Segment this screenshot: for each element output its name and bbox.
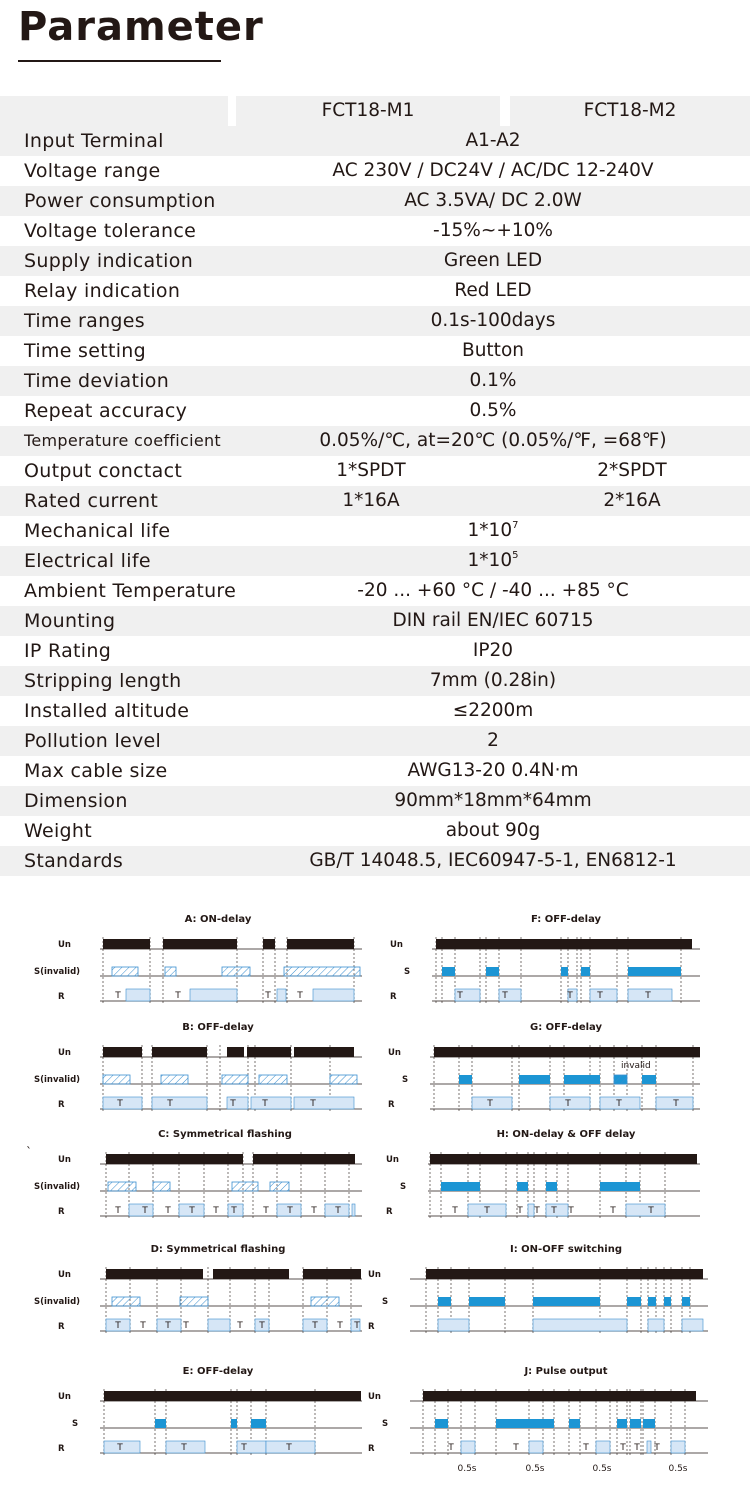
param-value-m1: 1*16A (342, 490, 400, 511)
table-row (0, 126, 750, 156)
page-title: Parameter (18, 4, 264, 50)
period-label: T (448, 1443, 454, 1453)
period-label: T (287, 1206, 293, 1216)
signal-s-pulse (270, 1182, 289, 1191)
signal-s-pulse (546, 1182, 557, 1191)
table-row (0, 756, 750, 786)
period-label: T (616, 1099, 622, 1109)
signal-s-pulse (496, 1419, 554, 1428)
param-label: Standards (24, 850, 124, 872)
signal-un-pulse (213, 1269, 289, 1279)
signal-s-pulse (165, 967, 176, 976)
signal-r-pulse (438, 1319, 469, 1331)
table-row (0, 546, 750, 576)
table-row (0, 516, 750, 546)
signal-un-pulse (103, 939, 150, 949)
period-label: T (567, 991, 573, 1001)
table-row (0, 186, 750, 216)
pulse-label: 0.5s (668, 1464, 688, 1474)
timing-diagrams (0, 905, 750, 1495)
table-row (0, 366, 750, 396)
signal-s-pulse (259, 1075, 287, 1084)
table-row (0, 246, 750, 276)
period-label: T (181, 1443, 187, 1453)
model-m1: FCT18-M1 (321, 100, 415, 121)
signal-s-pulse (155, 1419, 166, 1428)
param-label: Ambient Temperature (24, 580, 237, 602)
signal-r-pulse (533, 1319, 627, 1331)
param-value: ≤2200m (452, 700, 534, 721)
signal-s-pulse (284, 967, 360, 976)
period-label: T (648, 1206, 654, 1216)
signal-un-pulse (423, 1391, 696, 1401)
period-label: T (311, 1206, 317, 1216)
period-label: T (673, 1099, 679, 1109)
signal-r-label: R (58, 992, 65, 1002)
signal-r-label: R (58, 1322, 65, 1332)
signal-s-label: S (382, 1419, 389, 1429)
param-value-m2: 2*SPDT (597, 460, 667, 481)
param-value-m2: 2*16A (603, 490, 661, 511)
signal-r-pulse (352, 1204, 355, 1216)
param-value: IP20 (472, 640, 514, 661)
param-label: Time deviation (24, 370, 170, 392)
signal-r-pulse (590, 989, 617, 1001)
period-label: T (583, 1443, 589, 1453)
signal-un-pulse (303, 1269, 361, 1279)
signal-s-pulse (486, 967, 499, 976)
table-row (0, 396, 750, 426)
signal-un-pulse (227, 1047, 244, 1057)
diagram-title: J: Pulse output (524, 1366, 608, 1377)
signal-un-label: Un (58, 1155, 71, 1165)
table-row (0, 696, 750, 726)
signal-r-pulse (529, 1441, 543, 1453)
pulse-label: 0.5s (525, 1464, 545, 1474)
param-value: AC 3.5VA/ DC 2.0W (404, 190, 582, 211)
signal-s-pulse (519, 1075, 550, 1084)
period-label: T (502, 991, 508, 1001)
param-label: Mounting (24, 610, 116, 632)
signal-s-pulse (251, 1419, 266, 1428)
signal-s-label: S (72, 1419, 79, 1429)
period-label: T (183, 1321, 189, 1331)
signal-s-pulse (561, 967, 568, 976)
period-label: T (262, 1099, 268, 1109)
period-label: T (565, 1099, 571, 1109)
diagram-title: F: OFF-delay (530, 914, 602, 925)
param-value: DIN rail EN/IEC 60715 (392, 610, 594, 631)
signal-s-pulse (435, 1419, 448, 1428)
signal-s-pulse (232, 1182, 258, 1191)
signal-un-pulse (103, 1047, 142, 1057)
signal-s-pulse (459, 1075, 472, 1084)
signal-r-label: R (386, 1207, 393, 1217)
signal-un-pulse (436, 939, 692, 949)
diagram-title: B: OFF-delay (182, 1022, 254, 1033)
signal-s-pulse (103, 1075, 130, 1084)
period-label: T (142, 1206, 148, 1216)
period-label: T (487, 1099, 493, 1109)
signal-r-label: R (368, 1444, 375, 1454)
period-label: T (513, 1443, 519, 1453)
signal-r-label: R (390, 992, 397, 1002)
signal-un-label: Un (58, 1048, 71, 1058)
signal-s-pulse (112, 967, 138, 976)
param-value: -15%~+10% (433, 220, 553, 241)
signal-s-pulse (642, 1075, 656, 1084)
header-label-bg (0, 96, 228, 126)
table-row (0, 306, 750, 336)
signal-r-pulse (546, 1204, 568, 1216)
signal-s-pulse (581, 967, 590, 976)
period-label: T (335, 1206, 341, 1216)
param-value: 0.1% (469, 370, 517, 391)
param-label: Relay indication (24, 280, 181, 302)
signal-s-pulse (617, 1419, 627, 1428)
table-row (0, 606, 750, 636)
signal-s-pulse (438, 1297, 451, 1306)
signal-un-label: Un (388, 1048, 401, 1058)
period-label: T (213, 1206, 219, 1216)
param-label: IP Rating (24, 640, 112, 662)
signal-r-pulse (313, 989, 354, 1001)
table-row (0, 336, 750, 366)
signal-s-pulse (222, 1075, 248, 1084)
period-label: T (517, 1206, 523, 1216)
table-row (0, 276, 750, 306)
signal-r-label: R (58, 1100, 65, 1110)
signal-r-pulse (152, 1097, 207, 1109)
table-row (0, 666, 750, 696)
period-label: T (265, 991, 271, 1001)
param-value: A1-A2 (465, 130, 521, 151)
signal-un-pulse (247, 1047, 291, 1057)
period-label: T (457, 991, 463, 1001)
param-label: Pollution level (24, 730, 162, 752)
signal-s-pulse (533, 1297, 600, 1306)
signal-un-label: Un (368, 1392, 381, 1402)
signal-un-pulse (426, 1269, 703, 1279)
signal-s-label: S(invalid) (34, 1182, 81, 1192)
parameter-table (0, 96, 750, 876)
signal-s-pulse (682, 1297, 690, 1306)
param-label: Installed altitude (24, 700, 190, 722)
param-label: Stripping length (24, 670, 182, 692)
table-row (0, 726, 750, 756)
param-value: 90mm*18mm*64mm (394, 790, 592, 811)
invalid-note: invalid (621, 1061, 651, 1071)
param-label: Weight (24, 820, 92, 842)
param-label: Temperature coefficient (24, 431, 221, 450)
signal-s-pulse (628, 967, 681, 976)
signal-s-pulse (664, 1297, 671, 1306)
period-label: T (165, 1321, 171, 1331)
period-label: T (117, 1443, 123, 1453)
signal-r-pulse (682, 1319, 703, 1331)
diagram-title: C: Symmetrical flashing (158, 1129, 292, 1140)
pulse-label: 0.5s (592, 1464, 612, 1474)
period-label: T (230, 1099, 236, 1109)
param-label: Supply indication (24, 250, 194, 272)
period-label: T (534, 1206, 540, 1216)
period-label: T (645, 991, 651, 1001)
signal-s-pulse (112, 1297, 140, 1306)
diagram-title: I: ON-OFF switching (509, 1244, 623, 1255)
param-label: Time ranges (24, 310, 145, 332)
param-value-m1: 1*SPDT (336, 460, 406, 481)
period-label: T (354, 1321, 360, 1331)
diagram-title: H: ON-delay & OFF delay (496, 1129, 636, 1140)
signal-s-pulse (600, 1182, 640, 1191)
signal-un-label: Un (386, 1155, 399, 1165)
param-value: AC 230V / DC24V / AC/DC 12-240V (332, 160, 654, 181)
signal-r-pulse (126, 989, 150, 1001)
signal-un-label: Un (390, 940, 403, 950)
table-row (0, 156, 750, 186)
param-label: Input Terminal (24, 130, 164, 152)
table-row (0, 486, 750, 516)
param-label: Output conctact (24, 460, 183, 482)
signal-r-pulse (129, 1204, 153, 1216)
param-value: Green LED (443, 250, 543, 271)
param-value: 7mm (0.28in) (429, 670, 557, 691)
param-value: $1*10^5$ (467, 550, 519, 571)
signal-s-label: S(invalid) (34, 967, 81, 977)
period-label: T (231, 1206, 237, 1216)
title-underline (18, 60, 221, 62)
signal-s-invalid-pulse (614, 1075, 627, 1084)
signal-r-pulse (528, 1204, 534, 1216)
param-label: Electrical life (24, 550, 151, 572)
signal-s-pulse (442, 967, 455, 976)
signal-r-pulse (648, 1319, 664, 1331)
model-m2: FCT18-M2 (583, 100, 677, 121)
table-row (0, 216, 750, 246)
period-label: T (654, 1443, 660, 1453)
param-value: AWG13-20 0.4N·m (407, 760, 579, 781)
table-row (0, 816, 750, 846)
signal-s-pulse (231, 1419, 237, 1428)
period-label: T (286, 1443, 292, 1453)
signal-s-pulse (222, 967, 250, 976)
signal-s-pulse (643, 1419, 655, 1428)
signal-s-pulse (630, 1419, 641, 1428)
period-label: T (165, 1206, 171, 1216)
signal-un-pulse (287, 939, 354, 949)
param-label: Voltage range (24, 160, 161, 182)
param-label: Dimension (24, 790, 128, 812)
param-label: Time setting (24, 340, 147, 362)
signal-s-pulse (648, 1297, 656, 1306)
pulse-label: 0.5s (457, 1464, 477, 1474)
signal-r-label: R (388, 1100, 395, 1110)
signal-un-label: Un (58, 1270, 71, 1280)
period-label: T (568, 1206, 574, 1216)
table-row (0, 846, 750, 876)
period-label: T (452, 1206, 458, 1216)
period-label: T (620, 1443, 626, 1453)
signal-r-label: R (368, 1322, 375, 1332)
signal-un-pulse (263, 939, 275, 949)
param-value: GB/T 14048.5, IEC60947-5-1, EN6812-1 (309, 850, 677, 871)
param-value: Button (462, 340, 524, 361)
signal-r-pulse (671, 1441, 685, 1453)
signal-un-pulse (294, 1047, 354, 1057)
period-label: T (175, 991, 181, 1001)
signal-r-pulse (596, 1441, 610, 1453)
signal-un-pulse (106, 1269, 203, 1279)
signal-un-label: Un (58, 940, 71, 950)
period-label: T (312, 1321, 318, 1331)
period-label: T (167, 1099, 173, 1109)
signal-s-pulse (161, 1075, 188, 1084)
period-label: T (551, 1206, 557, 1216)
param-label: Voltage tolerance (24, 220, 197, 242)
signal-un-pulse (104, 1391, 361, 1401)
period-label: T (115, 1321, 121, 1331)
param-label: Repeat accuracy (24, 400, 188, 422)
period-label: T (259, 1321, 265, 1331)
table-row (0, 576, 750, 606)
period-label: T (117, 1099, 123, 1109)
table-row (0, 636, 750, 666)
period-label: T (297, 991, 303, 1001)
signal-r-pulse (647, 1441, 651, 1453)
signal-un-label: Un (368, 1270, 381, 1280)
param-label: Rated current (24, 490, 159, 512)
signal-un-pulse (434, 1047, 700, 1057)
signal-s-label: S (400, 1182, 407, 1192)
table-row (0, 456, 750, 486)
period-label: T (634, 1443, 640, 1453)
period-label: T (189, 1206, 195, 1216)
signal-r-pulse (190, 989, 237, 1001)
signal-s-pulse (569, 1419, 580, 1428)
signal-s-pulse (330, 1075, 357, 1084)
signal-r-pulse (461, 1441, 475, 1453)
period-label: T (115, 991, 121, 1001)
param-value: 0.5% (469, 400, 517, 421)
signal-un-pulse (163, 939, 237, 949)
param-label: Mechanical life (24, 520, 171, 542)
period-label: T (484, 1206, 490, 1216)
signal-r-pulse (626, 1204, 665, 1216)
signal-s-pulse (311, 1297, 339, 1306)
stray-mark: ` (26, 1145, 32, 1159)
period-label: T (337, 1321, 343, 1331)
signal-r-pulse (208, 1319, 230, 1331)
param-label: Max cable size (24, 760, 168, 782)
signal-s-pulse (564, 1075, 600, 1084)
signal-s-pulse (441, 1182, 480, 1191)
signal-un-pulse (152, 1047, 207, 1057)
period-label: T (140, 1321, 146, 1331)
param-value: 2 (487, 730, 499, 751)
signal-r-label: R (58, 1444, 65, 1454)
diagram-title: E: OFF-delay (182, 1366, 254, 1377)
diagram-title: D: Symmetrical flashing (150, 1244, 286, 1255)
signal-r-pulse (277, 989, 286, 1001)
param-label: Power consumption (24, 190, 216, 212)
signal-s-label: S (404, 967, 411, 977)
period-label: T (597, 991, 603, 1001)
param-value: 0.05%/℃, at=20℃ (0.05%/℉, =68℉) (319, 430, 667, 451)
signal-s-pulse (469, 1297, 505, 1306)
period-label: T (115, 1206, 121, 1216)
signal-s-pulse (180, 1297, 208, 1306)
signal-r-pulse (251, 1097, 291, 1109)
signal-s-pulse (627, 1297, 641, 1306)
signal-s-pulse (517, 1182, 528, 1191)
param-value: $1*10^7$ (467, 520, 519, 541)
param-value: about 90g (445, 820, 541, 841)
signal-un-pulse (106, 1154, 243, 1164)
signal-un-pulse (253, 1154, 355, 1164)
signal-s-label: S(invalid) (34, 1075, 81, 1085)
signal-un-label: Un (58, 1392, 71, 1402)
signal-r-pulse (294, 1097, 354, 1109)
period-label: T (237, 1321, 243, 1331)
signal-s-pulse (108, 1182, 136, 1191)
period-label: T (310, 1099, 316, 1109)
param-value: 0.1s-100days (430, 310, 556, 331)
diagram-title: G: OFF-delay (529, 1022, 603, 1033)
period-label: T (241, 1443, 247, 1453)
signal-r-label: R (58, 1207, 65, 1217)
signal-un-pulse (430, 1154, 697, 1164)
diagram-title: A: ON-delay (184, 914, 252, 925)
period-label: T (263, 1206, 269, 1216)
signal-s-label: S (382, 1297, 389, 1307)
signal-s-label: S(invalid) (34, 1297, 81, 1307)
signal-s-pulse (153, 1182, 170, 1191)
table-row (0, 786, 750, 816)
param-value: -20 ... +60 °C / -40 ... +85 °C (357, 580, 629, 601)
table-header-row (0, 96, 750, 126)
table-row (0, 426, 750, 456)
param-value: Red LED (454, 280, 532, 301)
signal-s-label: S (402, 1075, 409, 1085)
period-label: T (610, 1206, 616, 1216)
